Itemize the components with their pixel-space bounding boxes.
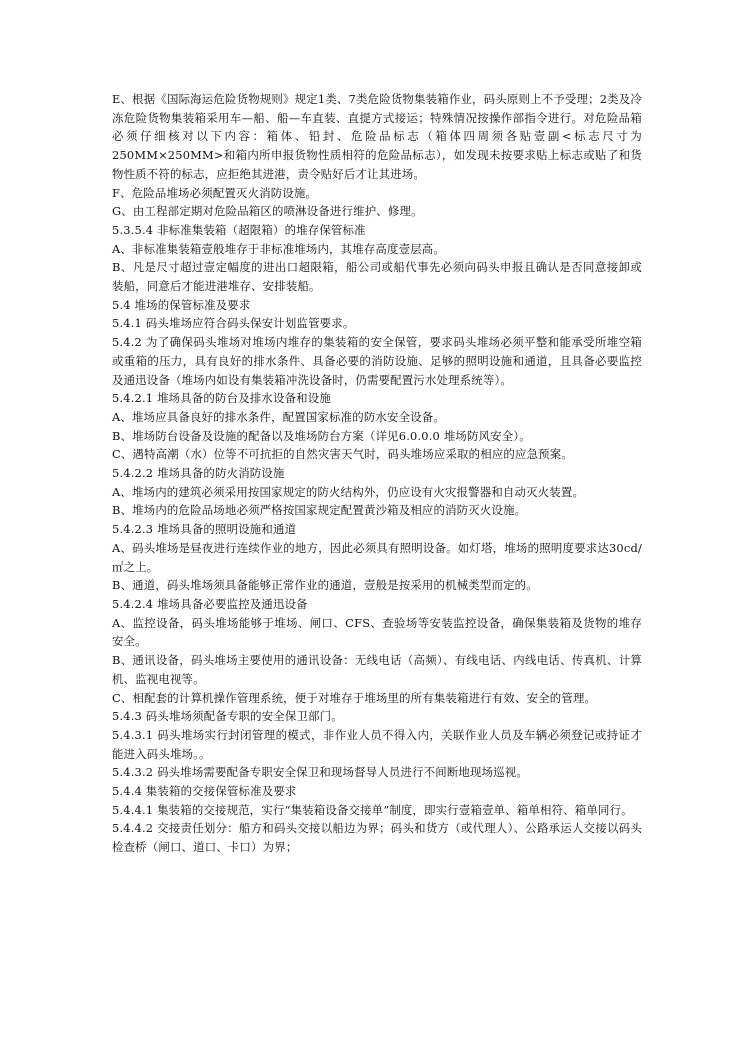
- paragraph-fireproof-structure-a: A、堆场内的建筑必须采用按国家规定的防火结构外，仍应设有火灾报警器和自动灭火装置。: [112, 484, 585, 499]
- paragraph-computer-system-c: C、相配套的计算机操作管理系统，便于对堆存于堆场里的所有集装箱进行有效、安全的管理。: [112, 690, 597, 705]
- section-heading-5-4-2-1: 5.4.2.1 堆场具备的防台及排水设备和设施: [112, 391, 331, 406]
- paragraph-5-4-3-2: 5.4.3.2 码头堆场需要配备专职安全保卫和现场督导人员进行不间断地现场巡视。: [112, 765, 528, 780]
- paragraph-fire-facilities-f: F、危险品堆场必须配置灭火消防设施。: [112, 185, 318, 200]
- paragraph-emergency-plan-c: C、遇特高潮（水）位等不可抗拒的自然灾害天气时，码头堆场应采取的相应的应急预案。: [112, 447, 573, 462]
- paragraph-communication-b: B、通讯设备，码头堆场主要使用的通讯设备：无线电话（高频）、有线电话、内线电话、传真机、计算机、监视电视等。: [112, 653, 642, 686]
- section-heading-5-3-5-4: 5.3.5.4 非标准集装箱（超限箱）的堆存保管标准: [112, 222, 366, 237]
- paragraph-sprinkler-maintenance-g: G、由工程部定期对危险品箱区的喷淋设备进行维护、修理。: [112, 204, 423, 219]
- section-heading-5-4-4: 5.4.4 集装箱的交接保管标准及要求: [112, 784, 297, 799]
- section-heading-5-4-2-3: 5.4.2.3 堆场具备的照明设施和通道: [112, 522, 297, 537]
- paragraph-5-4-4-1: 5.4.4.1 集装箱的交接规范，实行“集装箱设备交接单”制度，即实行壹箱壹单、箱单相符、箱单同行。: [112, 802, 633, 817]
- paragraph-5-4-3-1: 5.4.3.1 码头堆场实行封闭管理的模式，非作业人员不得入内，关联作业人员及车辆必须登记或持证才能进入码头堆场。。: [112, 727, 642, 761]
- section-heading-5-4-2-2: 5.4.2.2 堆场具备的防火消防设施: [112, 466, 285, 481]
- paragraph-dangerous-goods-rule-e: E、根据《国际海运危险货物规则》规定1类、7类危险货物集装箱作业，码头原则上不予受理；2类及冷冻危险货物集装箱采用车—船、船—车直装、直提方式接运；特殊情况按操作部指令进行。对危险品箱必须仔细核对以下内容：箱体、铅封、危险品标志（箱体四周须各贴壹副<标志尺寸为250MM×250MM>和箱内所申报货物性质相符的危险品标志），如发现未按要求贴上标志或贴了和货物性质不符的标志，应拒绝其进港，责令贴好后才让其进场。: [112, 92, 642, 181]
- paragraph-drainage-a: A、堆场应具备良好的排水条件，配置国家标准的防水安全设备。: [112, 409, 445, 424]
- paragraph-5-4-1: 5.4.1 码头堆场应符合码头保安计划监管要求。: [112, 316, 355, 331]
- paragraph-monitoring-a: A、监控设备，码头堆场能够于堆场、闸口、CFS、查验场等安装监控设备，确保集装箱及货物的堆存安全。: [112, 615, 642, 649]
- section-heading-5-4: 5.4 堆场的保管标准及要求: [112, 297, 251, 312]
- document-page: [112, 90, 642, 857]
- paragraph-oversize-declaration-b: B、凡是尺寸超过壹定幅度的进出口超限箱，船公司或船代事先必须向码头申报且确认是否同意接卸或装船，同意后才能进港堆存、安排装船。: [112, 260, 642, 294]
- section-heading-5-4-2-4: 5.4.2.4 堆场具备必要监控及通迅设备: [112, 596, 308, 611]
- paragraph-typhoon-plan-b: B、堆场防台设备及设施的配备以及堆场防台方案（详见6.0.0.0 堆场防风安全）。: [112, 428, 531, 443]
- section-heading-5-4-3: 5.4.3 码头堆场须配备专职的安全保卫部门。: [112, 709, 343, 724]
- paragraph-nonstandard-storage-a: A、非标准集装箱壹般堆存于非标准堆场内，其堆存高度壹层高。: [112, 241, 445, 256]
- paragraph-passageways-b: B、通道，码头堆场须具备能够正常作业的通道，壹般是按采用的机械类型而定的。: [112, 578, 538, 593]
- paragraph-lighting-a: A、码头堆场是昼夜进行连续作业的地方，因此必须具有照明设备。如灯塔，堆场的照明度要求达30cd/㎡之上。: [112, 540, 642, 574]
- paragraph-5-4-2: 5.4.2 为了确保码头堆场对堆场内堆存的集装箱的安全保管，要求码头堆场必须平整和能承受所堆空箱或重箱的压力，具有良好的排水条件、具备必要的消防设施、足够的照明设施和通道，且具备必要监控及通迅设备（堆场内如设有集装箱冲洗设备时，仍需要配置污水处理系统等）。: [112, 335, 642, 387]
- paragraph-5-4-4-2: 5.4.4.2 交接责任划分：船方和码头交接以船边为界；码头和货方（或代理人）、公路承运人交接以码头检查桥（闸口、道口、卡口）为界；: [112, 821, 642, 855]
- paragraph-sand-boxes-b: B、堆场内的危险品场地必须严格按国家规定配置黄沙箱及相应的消防灭火设施。: [112, 503, 527, 518]
